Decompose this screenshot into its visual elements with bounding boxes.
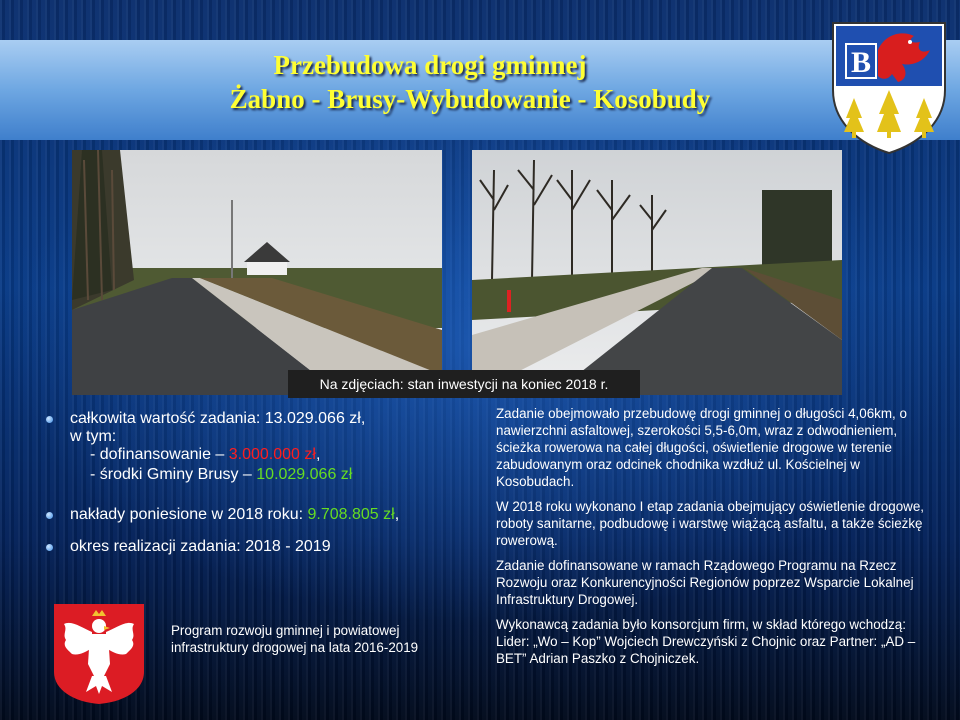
description-paragraph: W 2018 roku wykonano I etap zadania obejmujący oświetlenie drogowe, roboty sanitarne, podbudowę i warstwę wiążącą asfaltu, a także ścieżkę rowerową. [496, 499, 925, 548]
own-funds-value: 10.029.066 zł [256, 466, 353, 483]
title-line-1: Przebudowa drogi gminnej [273, 50, 587, 80]
description-paragraph: Zadanie dofinansowane w ramach Rządowego Programu na Rzecz Rozwoju oraz Konkurencyjności Regionów poprzez Wsparcie Lokalnej Infrastruktury Drogowej. [496, 558, 914, 607]
in-which-label: w tym: [70, 428, 117, 445]
description-paragraph: Zadanie obejmowało przebudowę drogi gminnej o długości 4,06km, o nawierzchni asfaltowej, szerokości 5,5-6,0m, wraz z odwodnieniem, ścieżka rowerowa na całej długości, oświetlenie drogowe w terenie zabudowanym oraz odcinek chodnika wzdłuż ul. Kościelnej w Kosobudach. [496, 406, 907, 489]
project-description [496, 405, 940, 675]
bullet-icon [46, 544, 53, 551]
road-photo-2 [472, 150, 842, 395]
total-value: całkowita wartość zadania: 13.029.066 zł, [70, 410, 366, 427]
cofinancing-row [46, 446, 486, 464]
road-photo-1 [72, 150, 442, 395]
cofinancing-suffix: , [315, 446, 321, 463]
crest-letter: B [850, 46, 872, 79]
spent-row [46, 506, 486, 524]
cofinancing-value: 3.000.000 zł [228, 446, 316, 463]
spent-value: 9.708.805 zł [307, 506, 395, 523]
polish-eagle-emblem [52, 602, 146, 706]
program-name: Program rozwoju gminnej i powiatowej infrastruktury drogowej na lata 2016-2019 [171, 623, 419, 655]
key-figures [46, 410, 486, 556]
own-funds-row [46, 466, 486, 484]
bullet-icon [46, 512, 53, 519]
spent-label: nakłady poniesione w 2018 roku: [70, 506, 308, 523]
bullet-icon [46, 416, 53, 423]
title-line-2: Żabno - Brusy-Wybudowanie - Kosobudy [229, 84, 711, 114]
cofinancing-label: - dofinansowanie – [90, 446, 229, 463]
photo-caption: Na zdjęciach: stan inwestycji na koniec 2018 r. [288, 370, 640, 398]
own-funds-label: - środki Gminy Brusy – [90, 466, 257, 483]
description-paragraph: Wykonawcą zadania było konsorcjum firm, w skład którego wchodzą: Lider: „Wo – Kop” Wojciech Drewczyński z Chojnic oraz Partner: „AD – BET” Adrian Paszko z Chojniczek. [496, 617, 916, 666]
page-title [0, 48, 960, 116]
spent-suffix: , [394, 506, 400, 523]
period-row [46, 538, 486, 556]
brusy-coat-of-arms [830, 20, 948, 156]
total-value-row [46, 410, 486, 428]
period-label: okres realizacji zadania: 2018 - 2019 [70, 538, 331, 555]
